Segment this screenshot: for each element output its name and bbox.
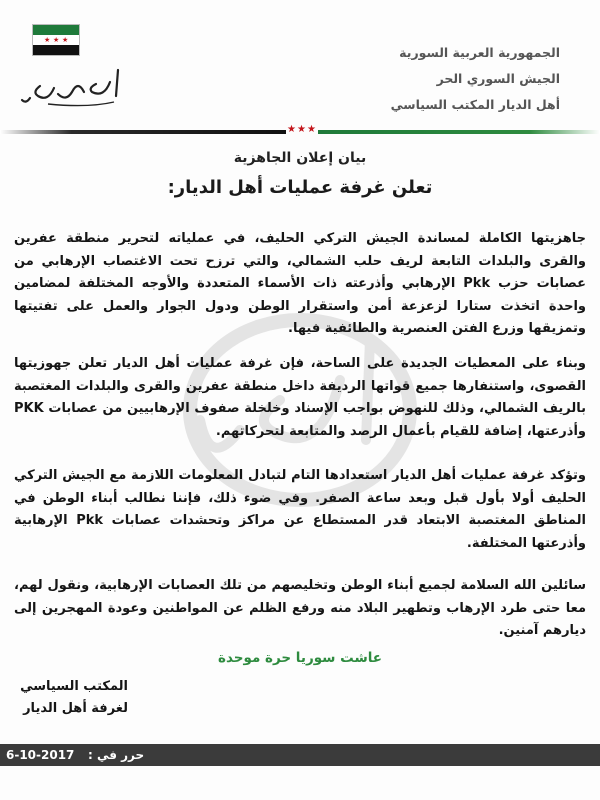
flag-star-icon: ★ [44, 36, 51, 44]
statement-paragraph: جاهزيتها الكاملة لمساندة الجيش التركي الحليف، في عملياته لتحرير منطقة عفرين والقرى والبلدات التابعة لريف حلب الشمالي، والتي ترزح تحت الاغتصاب الإرهابي من عصابات حزب Pkk الإرهابي وأذرعته ذات الأسماء المتعددة والأوجه المختلفة لمضامين واحدة اتخذت ستارا لزعزعة أمن واستقرار الوطن ودول الجوار والعمل على تفتيتها وتمزيقها وزرع الفتن العنصرية والطائفية فيها. [14, 231, 586, 336]
flag-black-band [33, 45, 79, 55]
syrian-revolution-flag-icon [32, 24, 80, 56]
statement-paragraph: وتؤكد غرفة عمليات أهل الديار استعدادها التام لتبادل المعلومات اللازمة مع الجيش التركي الحليف أولا بأول قبل وبعد ساعة الصفر. وفي ضوء ذلك، فإننا نطالب أبناء الوطن في المناطق المغتصبة الابتعاد قدر المستطاع عن مراكز وتحشدات عصابات Pkk الإرهابية وأذرعتها المختلفة. [14, 468, 586, 551]
signature-block [18, 676, 128, 720]
issuer-header [340, 40, 560, 118]
flag-white-band [33, 35, 79, 45]
flag-green-band [33, 25, 79, 35]
header-divider-black [0, 130, 286, 134]
issue-date: 6-10-2017 [6, 748, 75, 762]
closing-slogan: عاشت سوريا حرة موحدة [217, 650, 383, 666]
date-footer-bar [0, 744, 600, 766]
signature-line: المكتب السياسي [20, 679, 128, 694]
statement-paragraph: وبناء على المعطيات الجديدة على الساحة، فإن غرفة عمليات أهل الديار تعلن جهوزيتها القصوى، واستنفارها جميع قواتها الرديفة داخل منطقة عفرين والقرى والبلدات المغتصبة بالريف الشمالي، وذلك للنهوض بواجب الإسناد وخلخلة صفوف الإرهابيين من عصابات PKK وأذرعتها، إضافة للقيام بأعمال الرصد والمتابعة لتحركاتهم. [14, 356, 586, 439]
ahl-al-diyar-calligraphy-logo [18, 62, 128, 112]
statement-paragraph: سائلين الله السلامة لجميع أبناء الوطن وتخليصهم من تلك العصابات الإرهابية، ونقول لهم، معا حتى طرد الإرهاب وتطهير البلاد منه ورفع الظلم عن المواطنين وعودة المهجرين إلى ديارهم آمنين. [14, 578, 586, 638]
header-divider-green [318, 130, 600, 134]
flag-star-icon: ★ [62, 36, 69, 44]
flag-star-icon: ★ [53, 36, 60, 44]
signature-line: لغرفة أهل الديار [23, 701, 128, 716]
divider-stars-icon: ★★★ [287, 124, 317, 135]
org-line-army: الجيش السوري الحر [436, 71, 560, 86]
statement-subtitle: تعلن غرفة عمليات أهل الديار: [167, 177, 433, 198]
issued-label: حرر في : [88, 748, 145, 762]
org-line-office: أهل الديار المكتب السياسي [390, 97, 560, 112]
statement-title: بيان إعلان الجاهزية [233, 150, 367, 166]
org-line-country: الجمهورية العربية السورية [399, 45, 560, 60]
